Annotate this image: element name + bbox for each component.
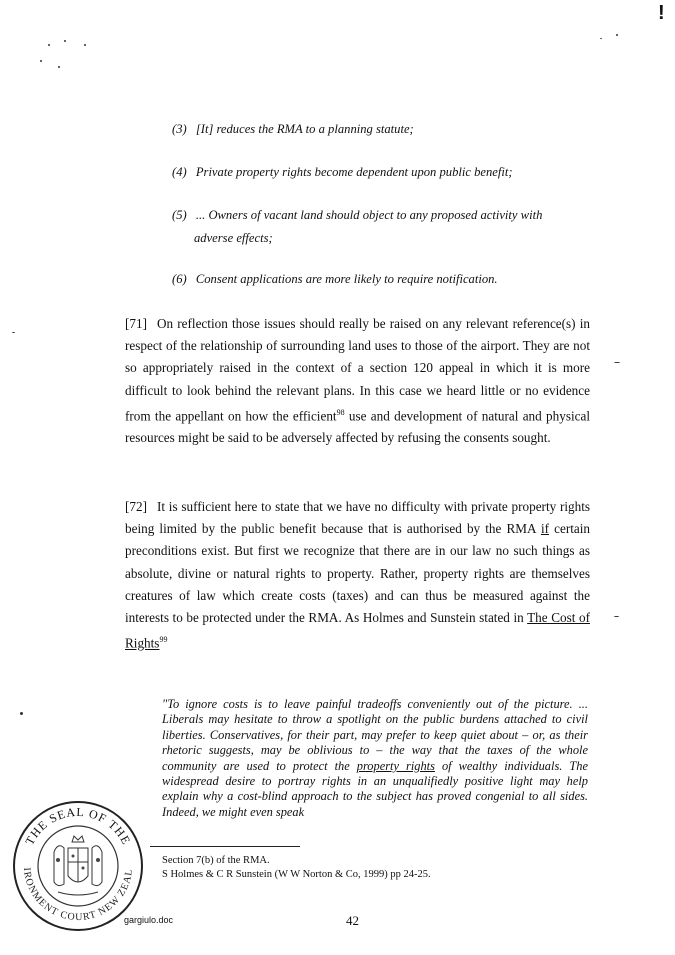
- paragraph-text: certain preconditions exist. But first we recognize that there are in our law no such things as absolute, divine or natural rights to property. Rather, property rights are themselves creatures of law which create costs (taxes) and can thus be measured against the interests to be protected under the RMA. As Holmes and Sunstein stated in: [125, 521, 590, 626]
- list-item-text: [It] reduces the RMA to a planning statute;: [195, 122, 414, 136]
- list-item-text: Private property rights become dependent upon public benefit;: [195, 165, 513, 179]
- book-title: The Cost of Rights: [125, 610, 590, 651]
- corner-mark: !: [658, 2, 665, 24]
- footnote-ref-99: 99: [159, 635, 168, 645]
- list-item: [172, 268, 498, 291]
- emphasis-if: if: [540, 521, 549, 537]
- footnote-ref-98: 98: [336, 407, 345, 417]
- paragraph-71: [125, 313, 590, 450]
- scan-speck: [64, 40, 66, 42]
- scan-speck: [40, 60, 42, 62]
- scan-speck: [12, 332, 15, 333]
- list-item: [172, 161, 513, 184]
- paragraph-number: [72]: [125, 499, 147, 514]
- list-item-number: (4): [172, 165, 187, 179]
- scan-speck: [614, 616, 619, 617]
- court-seal: [10, 798, 146, 934]
- scan-speck: [616, 34, 618, 36]
- scan-speck: [58, 66, 60, 68]
- footnote-98: Section 7(b) of the RMA.: [162, 855, 270, 866]
- seal-text-bottom: IRONMENT COURT NEW ZEAL: [20, 867, 136, 924]
- quote-underlined: property rights: [356, 758, 435, 773]
- list-item-text: Consent applications are more likely to require notification.: [195, 272, 498, 286]
- footnote-99: S Holmes & C R Sunstein (W W Norton & Co, 1999) pp 24-25.: [162, 869, 431, 880]
- list-item: [172, 204, 592, 250]
- seal-text-top: THE SEAL OF THE: [22, 804, 134, 848]
- block-quote: "To ignore costs is to leave painful tradeoffs conveniently out of the picture. ... Liberals may hesitate to throw a spotlight on the public burdens attached to civil liberties. Conservatives, for their part, may prefer to keep quiet about – or, as their rhetoric suggests, may be oblivious to – the way that the taxes of the whole community are used to protect the property rights of wealthy individuals. The widespread desire to portray rights in an unqualifiedly positive light may help explain why a cost-blind approach to the subject has proved congenial to all sides. Indeed, we might even speak: [162, 697, 588, 819]
- list-item-number: (6): [172, 272, 187, 286]
- paragraph-72: [125, 496, 590, 655]
- list-item-number: (3): [172, 122, 187, 136]
- paragraph-text: It is sufficient here to state that we have no difficulty with private property rights being limited by the public benefit because that is authorised by the RMA: [125, 499, 590, 537]
- scan-speck: [600, 38, 602, 39]
- list-item: [172, 118, 414, 141]
- paragraph-text: use and development of natural and physical resources might be said to be adversely affected by refusing the consents sought.: [125, 408, 590, 446]
- page-number: 42: [346, 913, 359, 928]
- scan-speck: [84, 44, 86, 46]
- scan-speck: [20, 712, 23, 715]
- paragraph-text: On reflection those issues should really be raised on any relevant reference(s) in respect of the relationship of surrounding land uses to those of the airport. They are not so appropriately raised in the context of a section 120 appeal in which it is more difficult to look behind the relevant plans. In this case we heard little or no evidence from the appellant on how the efficient: [125, 316, 590, 424]
- list-item-number: (5): [172, 208, 187, 222]
- footnote-divider: [150, 846, 300, 847]
- document-filename: gargiulo.doc: [124, 915, 174, 925]
- list-item-continuation: adverse effects;: [194, 231, 273, 245]
- list-item-text: ... Owners of vacant land should object to any proposed activity with: [195, 208, 543, 222]
- paragraph-number: [71]: [125, 316, 147, 331]
- scan-speck: [48, 44, 50, 46]
- scan-speck: [614, 362, 620, 363]
- seal-graphic: [10, 798, 146, 934]
